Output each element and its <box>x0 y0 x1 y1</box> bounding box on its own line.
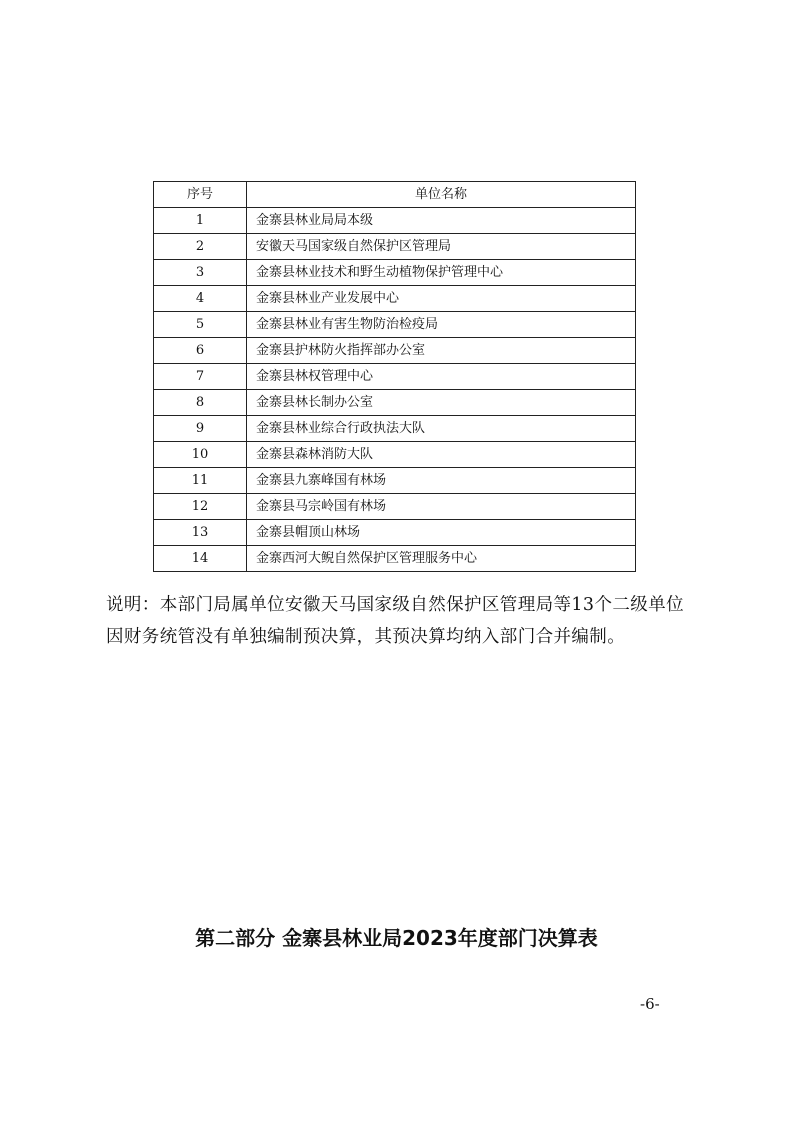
row-serial-number: 7 <box>154 364 247 390</box>
row-unit-name: 金寨县护林防火指挥部办公室 <box>247 338 636 364</box>
page-number: -6- <box>640 995 660 1013</box>
row-serial-number: 3 <box>154 260 247 286</box>
row-serial-number: 2 <box>154 234 247 260</box>
row-serial-number: 1 <box>154 208 247 234</box>
row-unit-name: 金寨县帽顶山林场 <box>247 520 636 546</box>
row-serial-number: 4 <box>154 286 247 312</box>
row-unit-name: 金寨西河大鲵自然保护区管理服务中心 <box>247 546 636 572</box>
table-row <box>154 312 636 338</box>
row-unit-name: 金寨县九寨峰国有林场 <box>247 468 636 494</box>
row-unit-name: 金寨县林业有害生物防治检疫局 <box>247 312 636 338</box>
row-unit-name: 金寨县林业产业发展中心 <box>247 286 636 312</box>
row-serial-number: 6 <box>154 338 247 364</box>
table-row <box>154 494 636 520</box>
table-row <box>154 234 636 260</box>
row-serial-number: 10 <box>154 442 247 468</box>
section-title: 第二部分 金寨县林业局2023年度部门决算表 <box>195 926 598 950</box>
explanatory-note: 说明：本部门局属单位安徽天马国家级自然保护区管理局等13个二级单位因财务统管没有单独编制预决算，其预决算均纳入部门合并编制。 <box>106 595 684 647</box>
row-serial-number: 14 <box>154 546 247 572</box>
row-serial-number: 11 <box>154 468 247 494</box>
row-serial-number: 12 <box>154 494 247 520</box>
table-row <box>154 546 636 572</box>
row-unit-name: 金寨县马宗岭国有林场 <box>247 494 636 520</box>
table-row <box>154 416 636 442</box>
row-unit-name: 安徽天马国家级自然保护区管理局 <box>247 234 636 260</box>
row-unit-name: 金寨县林业综合行政执法大队 <box>247 416 636 442</box>
row-unit-name: 金寨县森林消防大队 <box>247 442 636 468</box>
row-unit-name: 金寨县林业局局本级 <box>247 208 636 234</box>
table-header-row <box>154 182 636 208</box>
header-serial-number: 序号 <box>154 182 247 208</box>
row-serial-number: 5 <box>154 312 247 338</box>
table-row <box>154 260 636 286</box>
table-row <box>154 338 636 364</box>
row-unit-name: 金寨县林业技术和野生动植物保护管理中心 <box>247 260 636 286</box>
table-row <box>154 364 636 390</box>
header-unit-name: 单位名称 <box>247 182 636 208</box>
table-row <box>154 442 636 468</box>
table-row <box>154 520 636 546</box>
row-serial-number: 13 <box>154 520 247 546</box>
row-unit-name: 金寨县林长制办公室 <box>247 390 636 416</box>
table-row <box>154 468 636 494</box>
row-serial-number: 9 <box>154 416 247 442</box>
row-unit-name: 金寨县林权管理中心 <box>247 364 636 390</box>
table-row <box>154 208 636 234</box>
table-row <box>154 390 636 416</box>
row-serial-number: 8 <box>154 390 247 416</box>
unit-list-table <box>153 181 636 572</box>
table-row <box>154 286 636 312</box>
